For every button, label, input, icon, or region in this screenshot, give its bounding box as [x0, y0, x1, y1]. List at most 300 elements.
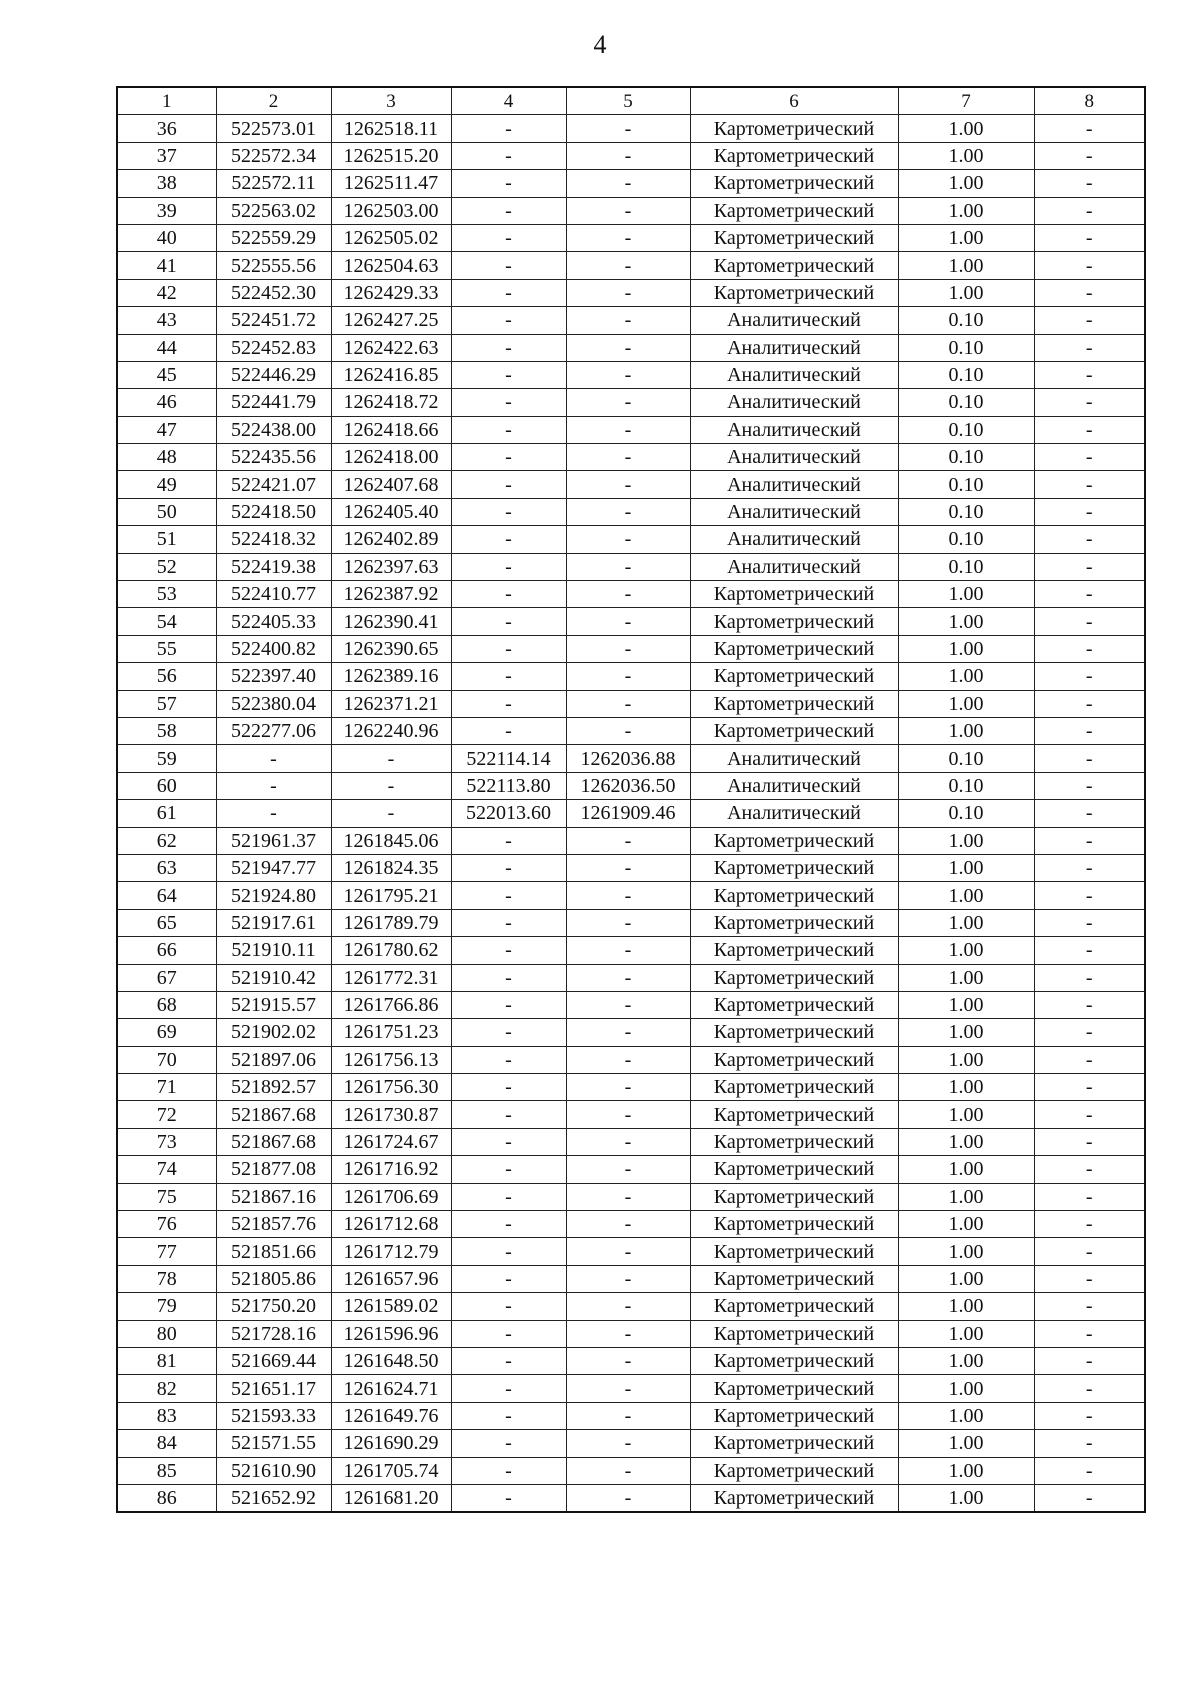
table-cell-col-7: 1.00: [898, 1484, 1034, 1512]
table-cell-col-5: -: [566, 115, 690, 142]
table-cell-col-8: -: [1034, 279, 1145, 306]
table-cell-col-3: 1262402.89: [331, 526, 451, 553]
table-cell-col-4: -: [451, 115, 566, 142]
table-cell-col-3: 1261824.35: [331, 854, 451, 881]
table-cell-col-6: Аналитический: [690, 389, 898, 416]
table-cell-col-7: 1.00: [898, 608, 1034, 635]
table-cell-col-1: 68: [117, 991, 216, 1018]
table-cell-col-4: -: [451, 1183, 566, 1210]
table-cell-col-5: -: [566, 553, 690, 580]
table-cell-col-5: -: [566, 1128, 690, 1155]
table-cell-col-5: -: [566, 909, 690, 936]
table-cell-col-7: 1.00: [898, 1128, 1034, 1155]
table-cell-col-2: 522405.33: [216, 608, 331, 635]
table-row: [117, 334, 1145, 361]
table-cell-col-5: -: [566, 581, 690, 608]
table-cell-col-2: 521902.02: [216, 1019, 331, 1046]
table-cell-col-4: -: [451, 1375, 566, 1402]
table-cell-col-1: 45: [117, 361, 216, 388]
table-cell-col-5: -: [566, 1156, 690, 1183]
table-cell-col-8: -: [1034, 1238, 1145, 1265]
table-cell-col-2: 522572.11: [216, 170, 331, 197]
table-cell-col-2: -: [216, 745, 331, 772]
table-cell-col-7: 1.00: [898, 170, 1034, 197]
table-cell-col-4: -: [451, 1293, 566, 1320]
table-cell-col-2: 521961.37: [216, 827, 331, 854]
table-cell-col-6: Картометрический: [690, 224, 898, 251]
column-header-5: 5: [566, 87, 690, 115]
table-row: [117, 197, 1145, 224]
table-cell-col-1: 73: [117, 1128, 216, 1155]
table-cell-col-1: 37: [117, 142, 216, 169]
table-cell-col-2: 522555.56: [216, 252, 331, 279]
table-row: [117, 991, 1145, 1018]
table-cell-col-6: Картометрический: [690, 690, 898, 717]
table-cell-col-1: 63: [117, 854, 216, 881]
table-cell-col-5: -: [566, 1320, 690, 1347]
table-cell-col-1: 36: [117, 115, 216, 142]
table-cell-col-4: 522113.80: [451, 772, 566, 799]
table-row: [117, 882, 1145, 909]
table-header-row: [117, 87, 1145, 115]
table-cell-col-1: 60: [117, 772, 216, 799]
table-cell-col-2: 521947.77: [216, 854, 331, 881]
table-row: [117, 1238, 1145, 1265]
table-cell-col-5: -: [566, 635, 690, 662]
table-cell-col-5: -: [566, 498, 690, 525]
table-cell-col-4: -: [451, 1074, 566, 1101]
table-cell-col-6: Картометрический: [690, 1265, 898, 1292]
table-cell-col-3: 1261751.23: [331, 1019, 451, 1046]
table-cell-col-2: 521651.17: [216, 1375, 331, 1402]
table-cell-col-5: -: [566, 142, 690, 169]
table-cell-col-6: Картометрический: [690, 827, 898, 854]
table-cell-col-2: 521593.33: [216, 1402, 331, 1429]
table-cell-col-7: 0.10: [898, 772, 1034, 799]
table-cell-col-4: -: [451, 1046, 566, 1073]
table-cell-col-4: -: [451, 471, 566, 498]
table-cell-col-8: -: [1034, 444, 1145, 471]
table-cell-col-1: 78: [117, 1265, 216, 1292]
table-cell-col-8: -: [1034, 1183, 1145, 1210]
table-cell-col-8: -: [1034, 361, 1145, 388]
table-cell-col-3: 1261596.96: [331, 1320, 451, 1347]
table-cell-col-3: 1261690.29: [331, 1430, 451, 1457]
table-cell-col-4: -: [451, 279, 566, 306]
table-cell-col-7: 1.00: [898, 1457, 1034, 1484]
table-cell-col-4: -: [451, 1430, 566, 1457]
table-cell-col-7: 1.00: [898, 279, 1034, 306]
table-cell-col-1: 82: [117, 1375, 216, 1402]
table-cell-col-5: -: [566, 1183, 690, 1210]
table-cell-col-4: -: [451, 416, 566, 443]
table-cell-col-1: 58: [117, 717, 216, 744]
table-cell-col-8: -: [1034, 991, 1145, 1018]
table-cell-col-2: 522452.83: [216, 334, 331, 361]
table-cell-col-6: Аналитический: [690, 307, 898, 334]
table-row: [117, 307, 1145, 334]
table-cell-col-5: -: [566, 1375, 690, 1402]
table-cell-col-6: Картометрический: [690, 964, 898, 991]
table-cell-col-2: 521892.57: [216, 1074, 331, 1101]
table-cell-col-8: -: [1034, 224, 1145, 251]
table-cell-col-6: Картометрический: [690, 909, 898, 936]
table-cell-col-3: 1262505.02: [331, 224, 451, 251]
table-cell-col-8: -: [1034, 307, 1145, 334]
table-cell-col-8: -: [1034, 745, 1145, 772]
table-row: [117, 252, 1145, 279]
table-cell-col-3: 1262389.16: [331, 663, 451, 690]
table-cell-col-6: Аналитический: [690, 444, 898, 471]
table-row: [117, 1046, 1145, 1073]
table-cell-col-5: -: [566, 1347, 690, 1374]
table-cell-col-8: -: [1034, 717, 1145, 744]
table-cell-col-8: -: [1034, 553, 1145, 580]
table-cell-col-8: -: [1034, 115, 1145, 142]
table-cell-col-6: Картометрический: [690, 1457, 898, 1484]
table-cell-col-1: 38: [117, 170, 216, 197]
table-cell-col-5: -: [566, 1238, 690, 1265]
table-cell-col-6: Картометрический: [690, 991, 898, 1018]
column-header-4: 4: [451, 87, 566, 115]
table-cell-col-2: 521867.68: [216, 1128, 331, 1155]
table-cell-col-5: -: [566, 1293, 690, 1320]
table-cell-col-8: -: [1034, 1128, 1145, 1155]
table-cell-col-8: -: [1034, 1046, 1145, 1073]
table-cell-col-3: 1261649.76: [331, 1402, 451, 1429]
table-cell-col-3: 1261712.68: [331, 1211, 451, 1238]
table-row: [117, 142, 1145, 169]
table-cell-col-5: -: [566, 663, 690, 690]
table-cell-col-7: 1.00: [898, 1156, 1034, 1183]
table-cell-col-1: 41: [117, 252, 216, 279]
table-cell-col-8: -: [1034, 389, 1145, 416]
table-cell-col-2: 522559.29: [216, 224, 331, 251]
table-cell-col-4: -: [451, 334, 566, 361]
table-cell-col-8: -: [1034, 690, 1145, 717]
table-cell-col-7: 1.00: [898, 581, 1034, 608]
table-cell-col-8: -: [1034, 252, 1145, 279]
table-cell-col-7: 1.00: [898, 1265, 1034, 1292]
table-cell-col-2: 521851.66: [216, 1238, 331, 1265]
table-cell-col-8: -: [1034, 772, 1145, 799]
table-row: [117, 1211, 1145, 1238]
table-row: [117, 854, 1145, 881]
table-cell-col-4: -: [451, 1265, 566, 1292]
table-cell-col-8: -: [1034, 1101, 1145, 1128]
table-cell-col-2: 522441.79: [216, 389, 331, 416]
table-cell-col-3: 1262416.85: [331, 361, 451, 388]
table-cell-col-7: 1.00: [898, 1238, 1034, 1265]
column-header-7: 7: [898, 87, 1034, 115]
table-cell-col-7: 0.10: [898, 416, 1034, 443]
table-cell-col-2: 521867.68: [216, 1101, 331, 1128]
table-cell-col-5: -: [566, 526, 690, 553]
table-cell-col-7: 0.10: [898, 444, 1034, 471]
table-cell-col-2: -: [216, 800, 331, 827]
table-row: [117, 471, 1145, 498]
table-cell-col-3: 1261795.21: [331, 882, 451, 909]
table-cell-col-7: 0.10: [898, 800, 1034, 827]
table-cell-col-1: 56: [117, 663, 216, 690]
table-cell-col-6: Картометрический: [690, 635, 898, 662]
table-cell-col-3: 1261780.62: [331, 937, 451, 964]
table-cell-col-2: 522446.29: [216, 361, 331, 388]
table-cell-col-7: 1.00: [898, 1019, 1034, 1046]
table-cell-col-1: 44: [117, 334, 216, 361]
table-cell-col-4: 522114.14: [451, 745, 566, 772]
table-cell-col-3: 1261756.30: [331, 1074, 451, 1101]
table-cell-col-4: -: [451, 635, 566, 662]
table-cell-col-8: -: [1034, 197, 1145, 224]
table-cell-col-4: -: [451, 361, 566, 388]
table-cell-col-6: Картометрический: [690, 1156, 898, 1183]
table-cell-col-8: -: [1034, 471, 1145, 498]
table-cell-col-2: 521877.08: [216, 1156, 331, 1183]
table-cell-col-8: -: [1034, 1156, 1145, 1183]
table-cell-col-3: 1262422.63: [331, 334, 451, 361]
table-cell-col-3: 1261624.71: [331, 1375, 451, 1402]
table-cell-col-1: 57: [117, 690, 216, 717]
table-cell-col-2: 521924.80: [216, 882, 331, 909]
table-cell-col-7: 0.10: [898, 334, 1034, 361]
table-cell-col-1: 52: [117, 553, 216, 580]
table-cell-col-8: -: [1034, 1457, 1145, 1484]
table-cell-col-4: -: [451, 553, 566, 580]
table-cell-col-6: Картометрический: [690, 1074, 898, 1101]
table-cell-col-8: -: [1034, 334, 1145, 361]
table-cell-col-2: 521571.55: [216, 1430, 331, 1457]
table-row: [117, 800, 1145, 827]
table-cell-col-8: -: [1034, 142, 1145, 169]
table-cell-col-7: 0.10: [898, 471, 1034, 498]
table-cell-col-7: 1.00: [898, 717, 1034, 744]
table-cell-col-1: 48: [117, 444, 216, 471]
table-cell-col-8: -: [1034, 498, 1145, 525]
table-cell-col-2: 521728.16: [216, 1320, 331, 1347]
table-cell-col-5: -: [566, 252, 690, 279]
table-cell-col-1: 66: [117, 937, 216, 964]
table-cell-col-4: -: [451, 663, 566, 690]
table-cell-col-4: -: [451, 1347, 566, 1374]
table-cell-col-2: -: [216, 772, 331, 799]
table-cell-col-2: 522435.56: [216, 444, 331, 471]
table-cell-col-5: -: [566, 1101, 690, 1128]
table-cell-col-3: -: [331, 745, 451, 772]
table-row: [117, 608, 1145, 635]
table-cell-col-4: -: [451, 142, 566, 169]
table-cell-col-5: -: [566, 717, 690, 744]
table-cell-col-5: -: [566, 1046, 690, 1073]
table-cell-col-7: 1.00: [898, 663, 1034, 690]
table-row: [117, 115, 1145, 142]
table-cell-col-3: 1261706.69: [331, 1183, 451, 1210]
table-cell-col-1: 49: [117, 471, 216, 498]
column-header-2: 2: [216, 87, 331, 115]
table-cell-col-3: 1262405.40: [331, 498, 451, 525]
table-cell-col-3: 1262407.68: [331, 471, 451, 498]
table-cell-col-6: Аналитический: [690, 361, 898, 388]
table-cell-col-3: 1262418.72: [331, 389, 451, 416]
table-cell-col-6: Картометрический: [690, 1101, 898, 1128]
table-cell-col-5: -: [566, 882, 690, 909]
table-cell-col-3: 1261730.87: [331, 1101, 451, 1128]
table-cell-col-4: -: [451, 224, 566, 251]
table-cell-col-4: -: [451, 1457, 566, 1484]
table-cell-col-5: -: [566, 471, 690, 498]
table-cell-col-7: 0.10: [898, 307, 1034, 334]
table-cell-col-7: 1.00: [898, 909, 1034, 936]
table-cell-col-4: -: [451, 1238, 566, 1265]
table-row: [117, 581, 1145, 608]
table-cell-col-2: 522572.34: [216, 142, 331, 169]
table-cell-col-6: Картометрический: [690, 1183, 898, 1210]
table-cell-col-8: -: [1034, 909, 1145, 936]
table-cell-col-4: -: [451, 937, 566, 964]
table-row: [117, 1320, 1145, 1347]
table-cell-col-6: Аналитический: [690, 471, 898, 498]
table-cell-col-4: -: [451, 1402, 566, 1429]
table-cell-col-1: 62: [117, 827, 216, 854]
table-row: [117, 690, 1145, 717]
table-cell-col-1: 40: [117, 224, 216, 251]
table-cell-col-4: -: [451, 581, 566, 608]
table-cell-col-7: 1.00: [898, 991, 1034, 1018]
table-cell-col-8: -: [1034, 1211, 1145, 1238]
table-cell-col-7: 1.00: [898, 1046, 1034, 1073]
table-cell-col-3: 1261845.06: [331, 827, 451, 854]
table-cell-col-4: -: [451, 252, 566, 279]
table-cell-col-5: 1261909.46: [566, 800, 690, 827]
table-cell-col-7: 1.00: [898, 1375, 1034, 1402]
table-cell-col-4: -: [451, 444, 566, 471]
table-cell-col-6: Аналитический: [690, 526, 898, 553]
table-cell-col-5: -: [566, 279, 690, 306]
table-cell-col-6: Картометрический: [690, 170, 898, 197]
table-cell-col-5: -: [566, 1484, 690, 1512]
table-cell-col-6: Аналитический: [690, 800, 898, 827]
table-cell-col-7: 1.00: [898, 882, 1034, 909]
table-cell-col-1: 47: [117, 416, 216, 443]
table-cell-col-4: -: [451, 1019, 566, 1046]
table-cell-col-8: -: [1034, 170, 1145, 197]
table-cell-col-3: 1261756.13: [331, 1046, 451, 1073]
table-cell-col-2: 521750.20: [216, 1293, 331, 1320]
table-cell-col-4: -: [451, 690, 566, 717]
table-cell-col-7: 1.00: [898, 142, 1034, 169]
table-cell-col-5: -: [566, 1211, 690, 1238]
table-cell-col-1: 83: [117, 1402, 216, 1429]
table-cell-col-6: Аналитический: [690, 553, 898, 580]
table-cell-col-1: 39: [117, 197, 216, 224]
column-header-6: 6: [690, 87, 898, 115]
table-cell-col-3: 1261789.79: [331, 909, 451, 936]
table-cell-col-7: 1.00: [898, 1183, 1034, 1210]
table-cell-col-3: -: [331, 772, 451, 799]
table-cell-col-4: -: [451, 1156, 566, 1183]
table-cell-col-5: -: [566, 690, 690, 717]
table-cell-col-6: Аналитический: [690, 772, 898, 799]
table-cell-col-5: -: [566, 361, 690, 388]
table-cell-col-6: Картометрический: [690, 1293, 898, 1320]
table-cell-col-6: Картометрический: [690, 1320, 898, 1347]
table-cell-col-4: -: [451, 526, 566, 553]
table-cell-col-6: Картометрический: [690, 1375, 898, 1402]
table-cell-col-3: 1262511.47: [331, 170, 451, 197]
table-cell-col-7: 1.00: [898, 690, 1034, 717]
table-cell-col-4: -: [451, 170, 566, 197]
table-cell-col-7: 0.10: [898, 389, 1034, 416]
table-row: [117, 1074, 1145, 1101]
table-cell-col-8: -: [1034, 1019, 1145, 1046]
table-cell-col-1: 70: [117, 1046, 216, 1073]
table-cell-col-8: -: [1034, 1375, 1145, 1402]
table-cell-col-2: 522418.32: [216, 526, 331, 553]
table-row: [117, 909, 1145, 936]
table-cell-col-5: -: [566, 1430, 690, 1457]
page-number: 4: [593, 30, 607, 59]
table-cell-col-2: 522277.06: [216, 717, 331, 744]
table-cell-col-5: -: [566, 827, 690, 854]
table-cell-col-1: 50: [117, 498, 216, 525]
table-cell-col-6: Картометрический: [690, 1430, 898, 1457]
table-cell-col-5: -: [566, 224, 690, 251]
table-cell-col-5: -: [566, 1074, 690, 1101]
table-cell-col-8: -: [1034, 526, 1145, 553]
table-cell-col-6: Картометрический: [690, 1046, 898, 1073]
table-cell-col-2: 521910.42: [216, 964, 331, 991]
table-row: [117, 553, 1145, 580]
table-cell-col-8: -: [1034, 1402, 1145, 1429]
table-cell-col-8: -: [1034, 1430, 1145, 1457]
table-cell-col-4: -: [451, 608, 566, 635]
table-cell-col-6: Картометрический: [690, 608, 898, 635]
table-cell-col-8: -: [1034, 581, 1145, 608]
table-cell-col-2: 521669.44: [216, 1347, 331, 1374]
table-cell-col-6: Картометрический: [690, 252, 898, 279]
column-header-1: 1: [117, 87, 216, 115]
table-cell-col-1: 54: [117, 608, 216, 635]
table-cell-col-3: 1261705.74: [331, 1457, 451, 1484]
table-cell-col-1: 86: [117, 1484, 216, 1512]
table-cell-col-1: 43: [117, 307, 216, 334]
table-cell-col-7: 1.00: [898, 1293, 1034, 1320]
table-cell-col-5: -: [566, 1019, 690, 1046]
table-cell-col-6: Картометрический: [690, 937, 898, 964]
table-cell-col-4: -: [451, 389, 566, 416]
table-cell-col-1: 59: [117, 745, 216, 772]
table-cell-col-6: Картометрический: [690, 1347, 898, 1374]
table-cell-col-5: -: [566, 1457, 690, 1484]
table-cell-col-6: Картометрический: [690, 1211, 898, 1238]
table-cell-col-7: 1.00: [898, 1101, 1034, 1128]
table-cell-col-5: -: [566, 608, 690, 635]
table-cell-col-1: 65: [117, 909, 216, 936]
table-cell-col-8: -: [1034, 854, 1145, 881]
table-cell-col-1: 84: [117, 1430, 216, 1457]
table-row: [117, 1457, 1145, 1484]
table-cell-col-1: 69: [117, 1019, 216, 1046]
table-cell-col-4: -: [451, 1101, 566, 1128]
table-cell-col-4: 522013.60: [451, 800, 566, 827]
table-cell-col-2: 522573.01: [216, 115, 331, 142]
table-cell-col-8: -: [1034, 635, 1145, 662]
table-cell-col-2: 522451.72: [216, 307, 331, 334]
column-header-8: 8: [1034, 87, 1145, 115]
table-cell-col-8: -: [1034, 937, 1145, 964]
table-row: [117, 635, 1145, 662]
table-row: [117, 1183, 1145, 1210]
